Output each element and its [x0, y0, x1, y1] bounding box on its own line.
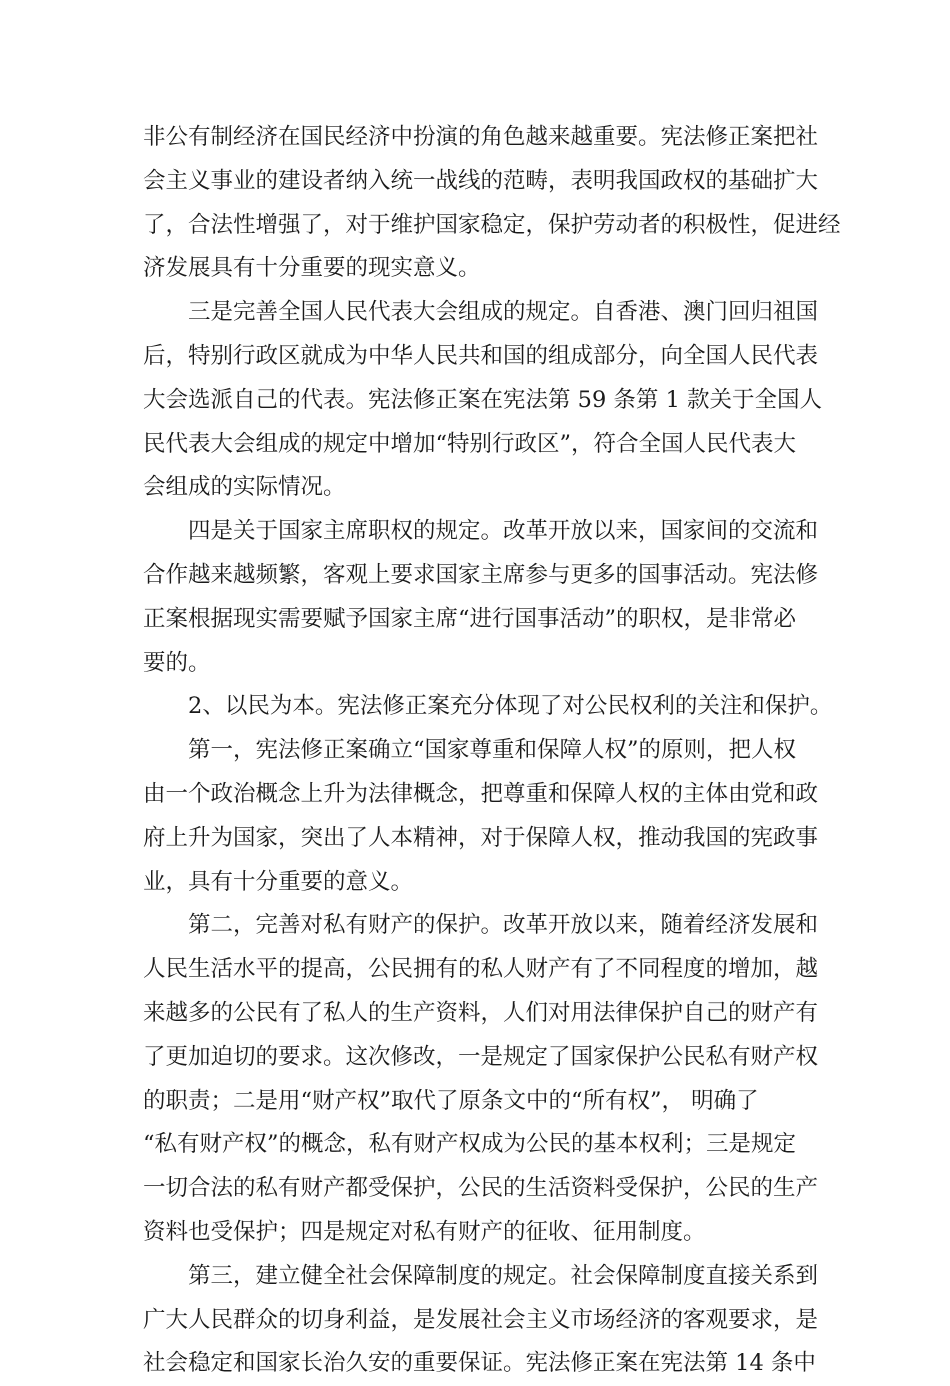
paragraph-first-line: 第二，完善对私有财产的保护。改革开放以来，随着经济发展和: [188, 912, 819, 939]
text-line: 会主义事业的建设者纳入统一战线的范畴，表明我国政权的基础扩大: [143, 167, 819, 194]
text-line: 正案根据现实需要赋予国家主席“进行国事活动”的职权，是非常必: [143, 605, 797, 632]
text-line: 非公有制经济在国民经济中扮演的角色越来越重要。宪法修正案把社: [143, 124, 819, 150]
text-line: 人民生活水平的提高，公民拥有的私人财产有了不同程度的增加，越: [143, 956, 819, 983]
text-line: 了更加迫切的要求。这次修改，一是规定了国家保护公民私有财产权: [143, 1043, 819, 1070]
text-line: 社会稳定和国家长治久安的重要保证。宪法修正案在宪法第 14 条中: [143, 1350, 816, 1377]
text-line: 要的。: [143, 649, 211, 676]
paragraph-first-line: 四是关于国家主席职权的规定。改革开放以来，国家间的交流和: [188, 518, 819, 545]
text-line: 业，具有十分重要的意义。: [143, 868, 414, 895]
paragraph-first-line: 第三，建立健全社会保障制度的规定。社会保障制度直接关系到: [188, 1262, 819, 1289]
text-line: 府上升为国家，突出了人本精神，对于保障人权，推动我国的宪政事: [143, 824, 819, 851]
text-line: 一切合法的私有财产都受保护，公民的生活资料受保护，公民的生产: [143, 1175, 819, 1202]
text-line: 来越多的公民有了私人的生产资料，人们对用法律保护自己的财产有: [143, 999, 819, 1026]
text-line: 由一个政治概念上升为法律概念，把尊重和保障人权的主体由党和政: [143, 780, 819, 807]
text-line: 广大人民群众的切身利益，是发展社会主义市场经济的客观要求，是: [143, 1306, 819, 1333]
text-line: 会组成的实际情况。: [143, 474, 346, 501]
paragraph-first-line: 第一，宪法修正案确立“国家尊重和保障人权”的原则，把人权: [188, 737, 797, 764]
paragraph-first-line: 2、以民为本。宪法修正案充分体现了对公民权利的关注和保护。: [188, 693, 833, 720]
text-line: 资料也受保护；四是规定对私有财产的征收、征用制度。: [143, 1218, 706, 1245]
text-line: 的职责；二是用“财产权”取代了原条文中的“所有权”， 明确了: [143, 1087, 759, 1114]
paragraph-first-line: 三是完善全国人民代表大会组成的规定。自香港、澳门回归祖国: [188, 299, 819, 326]
document-body: [143, 116, 841, 1386]
text-line: 民代表大会组成的规定中增加“特别行政区”，符合全国人民代表大: [143, 430, 797, 457]
text-line: 大会选派自己的代表。宪法修正案在宪法第 59 条第 1 款关于全国人: [143, 386, 823, 413]
text-line: 济发展具有十分重要的现实意义。: [143, 255, 481, 282]
text-line: “私有财产权”的概念，私有财产权成为公民的基本权利；三是规定: [143, 1131, 797, 1158]
text-line: 了，合法性增强了，对于维护国家稳定，保护劳动者的积极性，促进经: [143, 211, 841, 238]
text-line: 合作越来越频繁，客观上要求国家主席参与更多的国事活动。宪法修: [143, 561, 819, 588]
text-line: 后，特别行政区就成为中华人民共和国的组成部分，向全国人民代表: [143, 342, 819, 369]
